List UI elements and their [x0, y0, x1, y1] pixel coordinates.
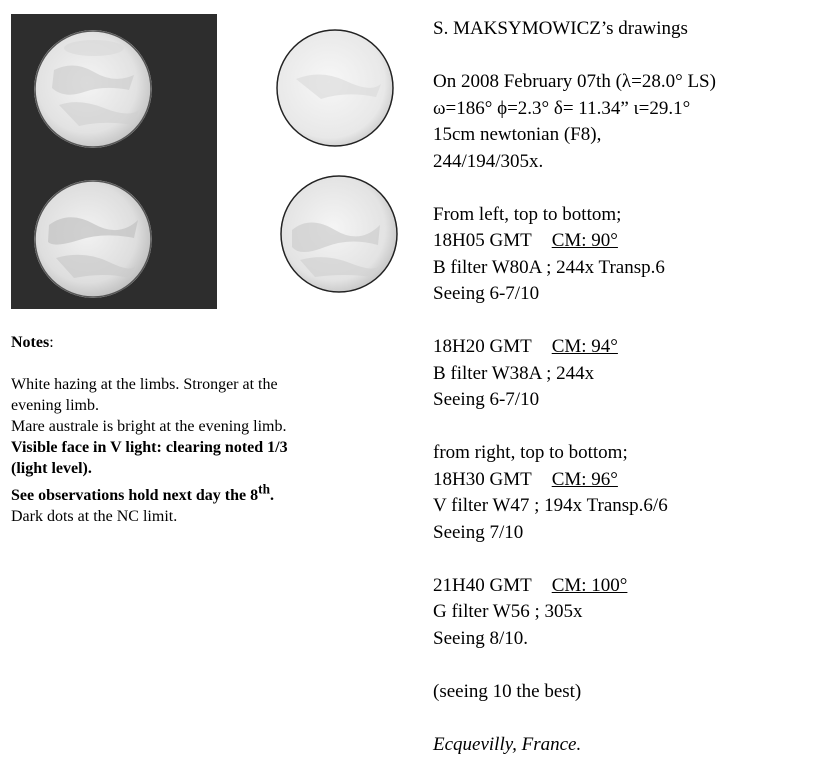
- mars-drawing-18h05: [34, 30, 152, 148]
- mars-drawing-18h20: [34, 180, 152, 298]
- mars-drawing-21h40: [280, 175, 398, 293]
- notes-line-2: evening limb.: [11, 397, 99, 414]
- session-cm: CM: 96°: [551, 468, 618, 490]
- session-seeing: Seeing 6-7/10: [433, 283, 540, 304]
- notes-bold-line-2: (light level).: [11, 460, 92, 477]
- session-cm: CM: 90°: [551, 230, 618, 251]
- notes-bold-line-1: Visible face in V light: clearing noted 1/3: [11, 439, 288, 456]
- session-filter: V filter W47 ; 194x Transp.6/6: [433, 495, 668, 516]
- session-time: 18H30 GMT: [433, 468, 532, 490]
- session-seeing: Seeing 6-7/10: [433, 389, 540, 410]
- notes-next-day-prefix: See observations hold next day the 8: [11, 487, 259, 505]
- session-seeing: Seeing 8/10.: [433, 627, 528, 649]
- notes-line-3: Mare australe is bright at the evening limb.: [11, 418, 287, 435]
- session-time-row: [433, 228, 818, 255]
- notes-next-day-line: [11, 482, 274, 505]
- location: Ecquevilly, France.: [433, 733, 582, 755]
- notes-label: Notes: [11, 334, 50, 351]
- params-line: ω=186° ϕ=2.3° δ= 11.34” ι=29.1°: [433, 97, 691, 119]
- session-filter: B filter W38A ; 244x: [433, 362, 595, 384]
- session-cm: CM: 94°: [551, 336, 618, 357]
- session-time-row: [433, 467, 818, 494]
- session-time-row: [433, 573, 818, 600]
- notes-next-day-sup: th: [258, 482, 270, 497]
- session-filter: B filter W80A ; 244x Transp.6: [433, 256, 665, 278]
- notes-line-1: White hazing at the limbs. Stronger at the: [11, 376, 278, 393]
- session-heading: From left, top to bottom;: [433, 203, 622, 225]
- session-heading: from right, top to bottom;: [433, 442, 628, 463]
- session-time: 18H05 GMT: [433, 230, 532, 251]
- observation-details: [433, 16, 818, 758]
- notes-last-line: Dark dots at the NC limit.: [11, 508, 178, 526]
- notes-next-day-suffix: .: [269, 487, 274, 505]
- page-title: S. MAKSYMOWICZ’s drawings: [433, 18, 688, 39]
- session-time: 21H40 GMT: [433, 574, 532, 596]
- notes-section: [11, 332, 411, 527]
- notes-colon: :: [49, 334, 54, 351]
- instrument-line: 15cm newtonian (F8),: [433, 124, 602, 145]
- session-time-row: [433, 334, 818, 361]
- magnifications-line: 244/194/305x.: [433, 150, 544, 172]
- date-line: On 2008 February 07th (λ=28.0° LS): [433, 71, 716, 92]
- session-cm: CM: 100°: [551, 574, 628, 596]
- session-filter: G filter W56 ; 305x: [433, 601, 583, 622]
- notes-title: [11, 332, 411, 353]
- session-seeing: Seeing 7/10: [433, 521, 524, 543]
- session-time: 18H20 GMT: [433, 336, 532, 357]
- mars-drawing-18h30: [276, 29, 394, 147]
- seeing-footnote: (seeing 10 the best): [433, 680, 582, 702]
